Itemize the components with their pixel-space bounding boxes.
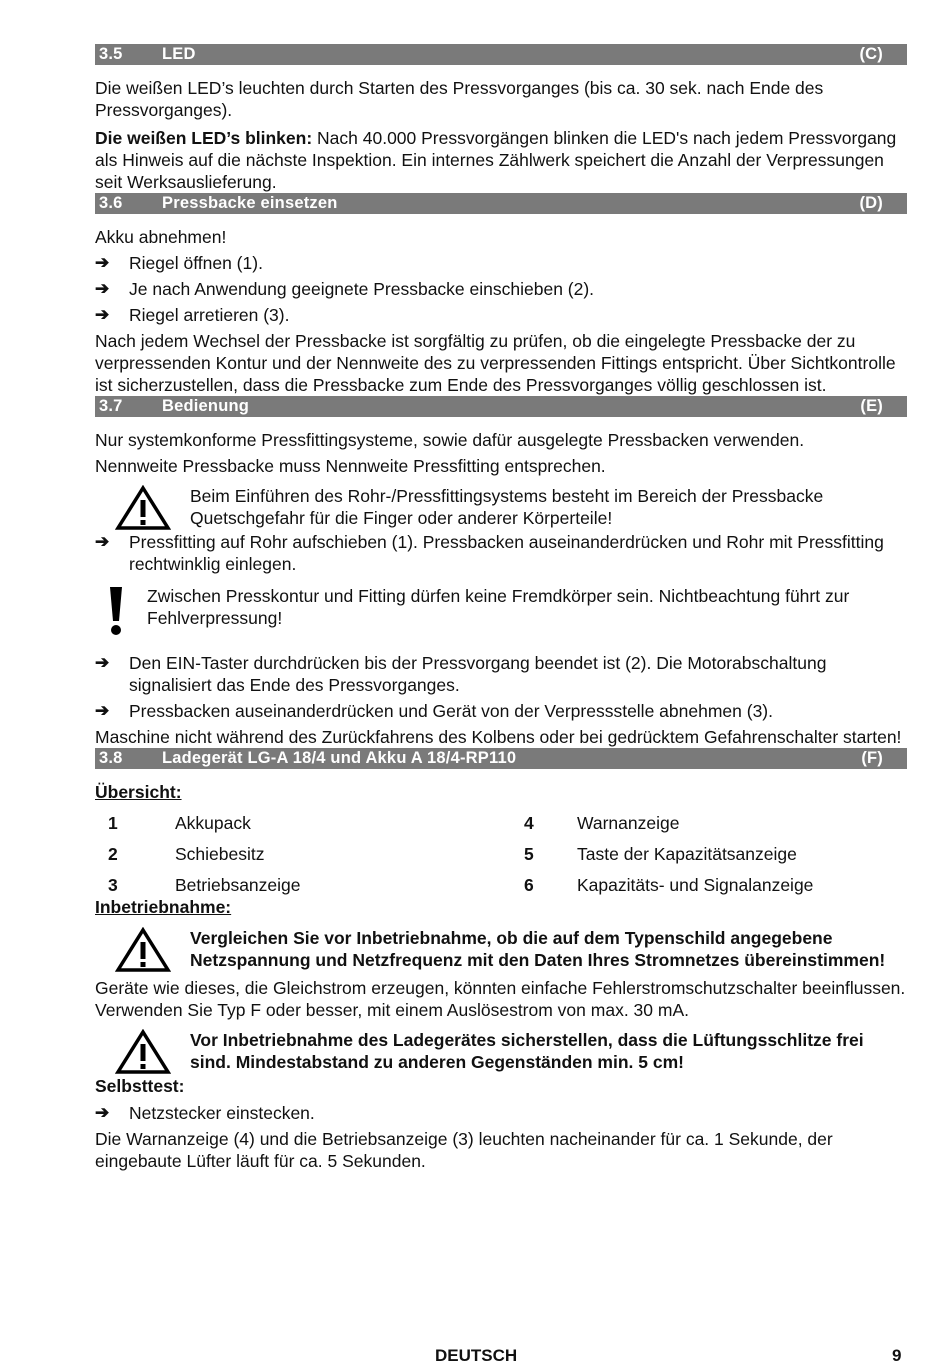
warning-triangle-icon <box>95 1029 190 1075</box>
step-text: Pressbacken auseinanderdrücken und Gerät von der Verpressstelle abnehmen (3). <box>129 701 773 721</box>
warning-block <box>95 927 907 973</box>
page-number: 9 <box>892 1346 902 1365</box>
overview-number: 4 <box>524 813 534 833</box>
warning-text: Vergleichen Sie vor Inbetriebnahme, ob die auf dem Typenschild angegebene Netzspannung und Netzfrequenz mit den Daten Ihres Stromnetzes übereinstimmen! <box>190 928 886 970</box>
section-header-3-8 <box>95 748 907 769</box>
overview-number: 1 <box>108 813 118 833</box>
overview-label: Schiebesitz <box>175 844 265 864</box>
overview-number: 2 <box>108 844 118 864</box>
subheading-startup: Inbetriebnahme: <box>95 897 232 917</box>
step-item <box>95 1102 907 1124</box>
overview-label: Warnanzeige <box>577 813 680 833</box>
warning-block <box>95 1029 907 1075</box>
overview-label: Taste der Kapazitätsanzeige <box>577 844 797 864</box>
overview-number: 5 <box>524 844 534 864</box>
section-title: Bedienung <box>162 397 250 415</box>
warning-triangle-icon <box>95 485 190 531</box>
overview-label: Betriebsanzeige <box>175 875 301 895</box>
overview-list <box>95 812 907 896</box>
arrow-right-icon: ➔ <box>95 253 110 272</box>
arrow-right-icon: ➔ <box>95 305 110 324</box>
warning-text: Beim Einführen des Rohr-/Pressfittingsystems besteht im Bereich der Pressbacke Quetschgefahr für die Finger oder anderer Körperteile! <box>190 486 824 528</box>
arrow-right-icon: ➔ <box>95 701 110 720</box>
paragraph: Die Warnanzeige (4) und die Betriebsanzeige (3) leuchten nacheinander für ca. 1 Sekunde, der eingebaute Lüfter läuft für ca. 5 Sekunden. <box>95 1129 833 1171</box>
arrow-right-icon: ➔ <box>95 532 110 551</box>
overview-number: 6 <box>524 875 534 895</box>
figure-ref: (E) <box>860 397 883 415</box>
figure-ref: (C) <box>859 45 883 63</box>
paragraph <box>95 127 907 193</box>
overview-number: 3 <box>108 875 118 895</box>
note-text: Zwischen Presskontur und Fitting dürfen keine Fremdkörper sein. Nichtbeachtung führt zur Fehlverpressung! <box>147 586 850 628</box>
paragraph-text: Nach 40.000 Pressvorgängen blinken die LED's nach jedem Pressvorgang als Hinweis auf die nächste Inspektion. Ein internes Zählwerk speichert die Anzahl der Verpressungen seit Werksauslieferung. <box>95 128 897 192</box>
paragraph: Nennweite Pressbacke muss Nennweite Pressfitting entsprechen. <box>95 456 606 476</box>
paragraph: Maschine nicht während des Zurückfahrens des Kolbens oder bei gedrücktem Gefahrenschalter starten! <box>95 727 902 747</box>
note-block <box>95 585 907 642</box>
section-title: LED <box>162 45 196 63</box>
bold-lead: Die weißen LED’s blinken: <box>95 128 313 148</box>
arrow-right-icon: ➔ <box>95 279 110 298</box>
section-header-3-7 <box>95 396 907 417</box>
step-text: Riegel öffnen (1). <box>129 253 263 273</box>
step-item <box>95 278 907 300</box>
subheading-selftest: Selbsttest: <box>95 1076 185 1096</box>
section-number: 3.7 <box>99 397 123 415</box>
overview-label: Kapazitäts- und Signalanzeige <box>577 875 814 895</box>
step-text: Den EIN-Taster durchdrücken bis der Pressvorgang beendet ist (2). Die Motorabschaltung signalisiert das Ende des Pressvorganges. <box>129 653 827 695</box>
step-item <box>95 531 907 575</box>
step-item <box>95 700 907 722</box>
subheading-overview: Übersicht: <box>95 782 182 802</box>
figure-ref: (F) <box>861 749 883 767</box>
arrow-right-icon: ➔ <box>95 653 110 672</box>
section-title: Pressbacke einsetzen <box>162 194 338 212</box>
figure-ref: (D) <box>859 194 883 212</box>
paragraph: Nach jedem Wechsel der Pressbacke ist sorgfältig zu prüfen, ob die eingelegte Pressbacke der zu verpressenden Kontur und der Nennweite des zu verpressenden Fittings entspricht. Über Sichtkontrolle ist sicherzustellen, dass die Pressbacke zum Ende des Pressvorganges völlig geschlossen ist. <box>95 331 896 395</box>
paragraph: Akku abnehmen! <box>95 227 227 247</box>
footer-language: DEUTSCH <box>435 1346 518 1365</box>
step-item <box>95 252 907 274</box>
step-text: Netzstecker einstecken. <box>129 1103 315 1123</box>
section-number: 3.6 <box>99 194 123 212</box>
paragraph: Nur systemkonforme Pressfittingsysteme, sowie dafür ausgelegte Pressbacken verwenden. <box>95 430 805 450</box>
section-header-3-6 <box>95 193 907 214</box>
exclamation-icon <box>95 585 147 642</box>
section-title: Ladegerät LG-A 18/4 und Akku A 18/4-RP110 <box>162 749 517 767</box>
document-page <box>95 44 907 1172</box>
overview-label: Akkupack <box>175 813 251 833</box>
step-text: Riegel arretieren (3). <box>129 305 290 325</box>
step-text: Pressfitting auf Rohr aufschieben (1). Pressbacken auseinanderdrücken und Rohr mit Pressfitting rechtwinklig einlegen. <box>129 532 884 574</box>
step-item <box>95 304 907 326</box>
arrow-right-icon: ➔ <box>95 1103 110 1122</box>
section-number: 3.8 <box>99 749 123 767</box>
step-text: Je nach Anwendung geeignete Pressbacke einschieben (2). <box>129 279 595 299</box>
section-number: 3.5 <box>99 45 123 63</box>
step-item <box>95 652 907 696</box>
paragraph: Geräte wie dieses, die Gleichstrom erzeugen, könnten einfache Fehlerstromschutzschalter beeinflussen. Verwenden Sie Typ F oder besser, mit einem Auslösestrom von max. 30 mA. <box>95 978 906 1020</box>
warning-block <box>95 485 907 531</box>
warning-triangle-icon <box>95 927 190 973</box>
warning-text: Vor Inbetriebnahme des Ladegerätes sicherstellen, dass die Lüftungsschlitze frei sind. Mindestabstand zu anderen Gegenständen min. 5 cm! <box>190 1030 864 1072</box>
paragraph: Die weißen LED’s leuchten durch Starten des Pressvorganges (bis ca. 30 sek. nach Ende des Pressvorganges). <box>95 78 824 120</box>
section-header-3-5 <box>95 44 907 65</box>
